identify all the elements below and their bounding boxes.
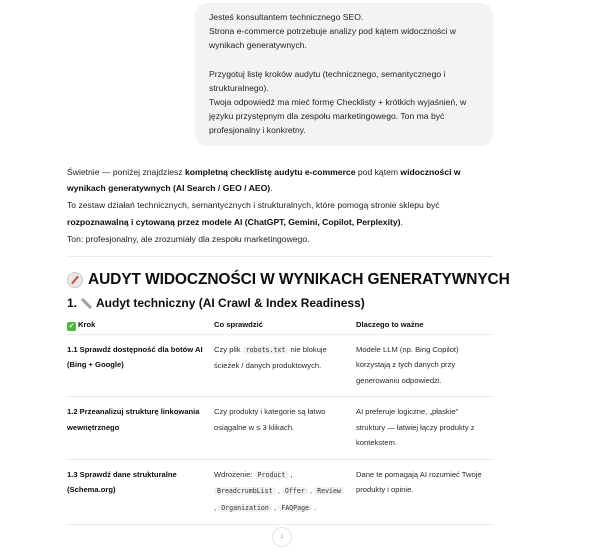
why-cell: Modele LLM (np. Bing Copilot) korzystają z tych danych przy generowaniu odpowiedzi. — [356, 344, 459, 385]
arrow-down-icon: ↓ — [280, 533, 284, 540]
assistant-intro — [67, 164, 497, 248]
user-message-line: Twoja odpowiedź ma mieć formę Checklisty + krótkich wyjaśnień, w języku przystępnym dla zespołu marketingowego. Ton ma być profesjonalny i konkretny. — [209, 97, 467, 136]
user-message-bubble — [195, 3, 493, 146]
inline-code: Organization — [218, 504, 272, 512]
divider — [67, 256, 494, 257]
user-message-line: Przygotuj listę kroków audytu (technicznego, semantycznego i strukturalnego). — [209, 68, 446, 93]
intro-text: pod kątem — [355, 166, 401, 177]
check-icon: ✓ — [68, 323, 75, 330]
section-heading — [67, 296, 365, 310]
table-header-row — [67, 317, 494, 335]
check-cell: Czy produkty i kategorie są łatwo osiągalne w ≤ 3 klikach. — [214, 407, 326, 432]
header-krok — [67, 317, 214, 333]
why-cell: AI preferuje logiczne, „płaskie” struktury — łatwiej łączy produkty z kontekstem. — [356, 407, 475, 447]
inline-code: Review — [314, 487, 344, 495]
step-cell: 1.3 Sprawdź dane strukturalne (Schema.org) — [67, 469, 177, 494]
main-heading-text: AUDYT WIDOCZNOŚCI W WYNIKACH GENERATYWNYCH — [88, 270, 510, 288]
cell-text: Czy plik — [214, 344, 243, 354]
intro-bold: kompletną checklistę audytu e-commerce — [184, 166, 356, 177]
header-dlaczego: Dlaczego to ważne — [356, 320, 424, 329]
intro-text: To zestaw działań technicznych, semantycznych i strukturalnych, które pomogą stronie sklepu być — [67, 200, 440, 211]
inline-code: Offer — [282, 487, 308, 495]
scroll-area — [0, 527, 600, 549]
step-cell: 1.1 Sprawdź dostępność dla botów AI (Bing + Google) — [67, 344, 203, 369]
audit-table — [67, 317, 494, 525]
intro-text: Świetnie — poniżej znajdziesz — [67, 166, 185, 177]
cell-text: Wdrożenie: — [214, 469, 255, 479]
table-row — [67, 460, 494, 526]
intro-paragraph-3: Ton: profesjonalny, ale zrozumiały dla zespołu marketingowego. — [67, 233, 310, 244]
cell-text: nie blokuje ścieżek / danych produktowych. — [214, 344, 327, 370]
inline-code: Product — [255, 471, 289, 479]
intro-bold: rozpoznawalną i cytowaną przez modele AI (ChatGPT, Gemini, Copilot, Perplexity) — [67, 217, 401, 228]
intro-text: . — [270, 183, 273, 194]
inline-code: robots.txt — [243, 346, 289, 354]
inline-code: BreadcrumbList — [214, 487, 276, 495]
check-cell: Wdrożenie: Product , BreadcrumbList , Offer , Review , Organization , FAQPage . — [214, 467, 356, 517]
user-message-line: Jesteś konsultantem technicznego SEO. — [209, 12, 364, 22]
intro-text: . — [400, 217, 403, 228]
section-title: Audyt techniczny (AI Crawl & Index Readiness) — [96, 296, 365, 310]
header-label: Krok — [78, 320, 96, 329]
table-row — [67, 335, 494, 398]
scroll-down-button[interactable] — [272, 527, 292, 547]
intro-paragraph-2 — [67, 197, 497, 231]
compass-icon — [67, 272, 83, 288]
user-message-line: Strona e-commerce potrzebuje analizy pod kątem widoczności w wynikach generatywnych. — [209, 26, 456, 51]
check-cell — [214, 342, 356, 389]
intro-paragraph-1 — [67, 164, 497, 198]
table-row — [67, 397, 494, 460]
header-co-sprawdzic: Co sprawdzić — [214, 320, 263, 329]
intro-bold: widoczności w wynikach generatywnych (AI Search / GEO / AEO) — [67, 166, 461, 194]
wrench-icon — [80, 297, 93, 310]
step-cell: 1.2 Przeanalizuj strukturę linkowania wewnętrznego — [67, 407, 200, 432]
inline-code: FAQPage — [278, 504, 312, 512]
section-number: 1. — [67, 296, 78, 310]
why-cell: Dane te pomagają AI rozumieć Twoje produkty i opinie. — [356, 469, 482, 494]
main-heading — [67, 271, 510, 289]
